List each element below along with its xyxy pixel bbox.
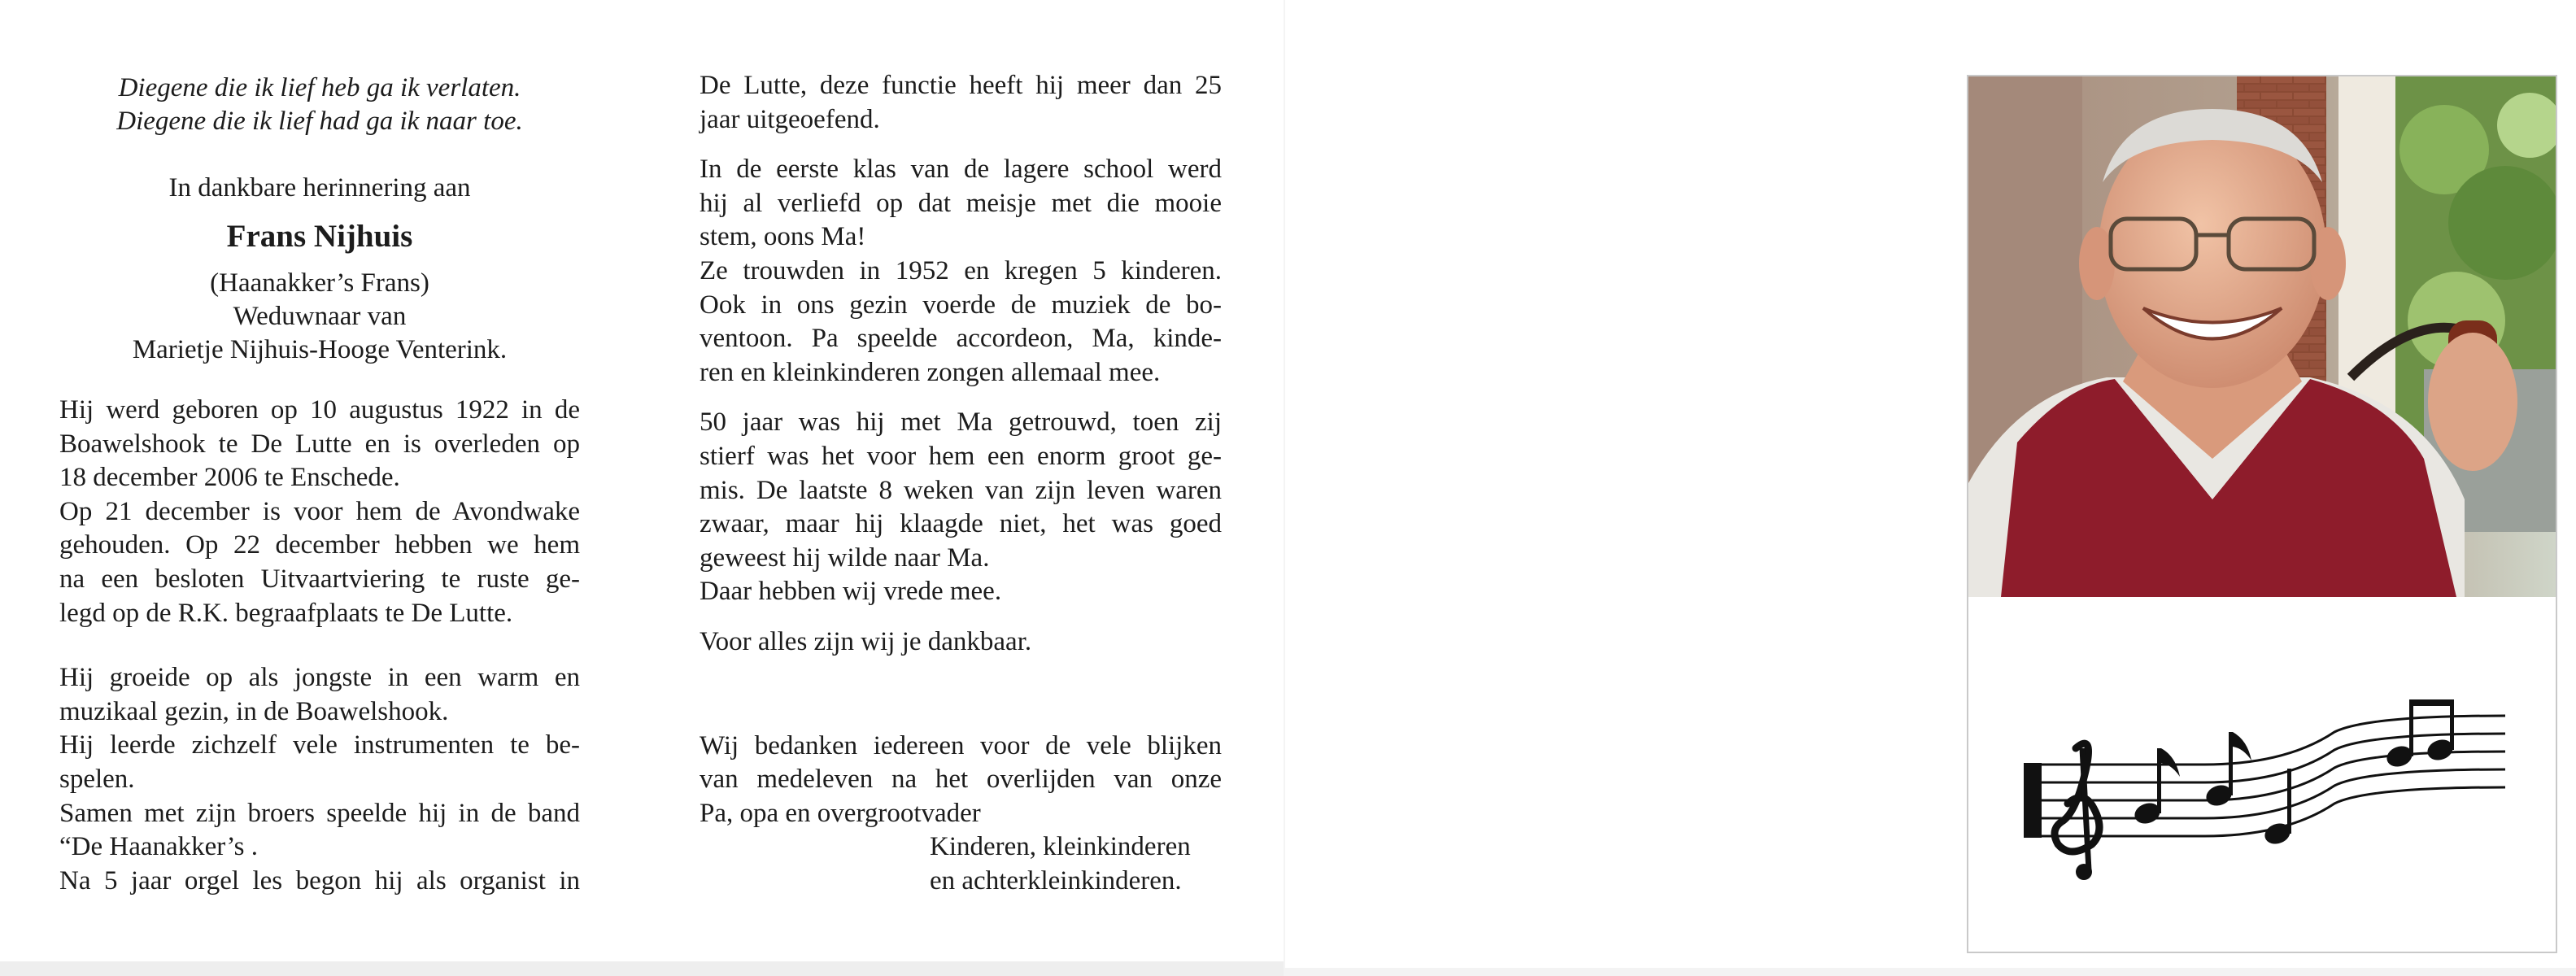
card-edge — [1284, 968, 2576, 976]
text-column-left — [59, 394, 580, 898]
text-line: ventoon. Pa speelde accordeon, Ma, kinde- — [700, 324, 1222, 354]
text-line: Daar hebben wij vrede mee. — [700, 577, 1002, 607]
text-line: Ze trouwden in 1952 en kregen 5 kinderen. — [700, 255, 1222, 285]
text-line: legd op de R.K. begraafplaats te De Lutte. — [59, 598, 513, 628]
text-line: Hij groeide op als jongste in een warm en — [59, 663, 580, 693]
text-line: Pa, opa en overgrootvader — [700, 798, 981, 828]
text-line: geweest hij wilde naar Ma. — [700, 542, 990, 573]
text-line: zwaar, maar hij klaagde niet, het was goed — [700, 509, 1222, 539]
text-line: Hij werd geboren op 10 augustus 1922 in de — [59, 395, 580, 425]
in-memory-label: In dankbare herinnering aan — [168, 173, 471, 203]
text-line: Ook in ons gezin voerde de muziek de bo- — [700, 290, 1222, 320]
text-line: Boawelshook te De Lutte en is overleden op — [59, 429, 580, 459]
spouse-name: Marietje Nijhuis-Hooge Venterink. — [132, 335, 508, 364]
text-line: mis. De laatste 8 weken van zijn leven waren — [700, 475, 1222, 505]
text-line: Voor alles zijn wij je dankbaar. — [700, 626, 1032, 656]
text-line: Na 5 jaar orgel les begon hij als organist in — [59, 865, 580, 895]
nickname: (Haanakker’s Frans) — [210, 268, 429, 298]
text-line: van medeleven na het overlijden van onze — [700, 765, 1222, 795]
motto — [59, 72, 580, 138]
deceased-name: Frans Nijhuis — [226, 219, 413, 254]
text-line: stierf was het voor hem een enorm groot ge- — [700, 441, 1222, 471]
widower-label: Weduwnaar van — [233, 302, 407, 331]
text-line: 50 jaar was hij met Ma getrouwd, toen zij — [700, 407, 1222, 438]
signature-line: Kinderen, kleinkinderen — [930, 832, 1191, 862]
card-edge — [0, 961, 1284, 976]
text-line: In de eerste klas van de lagere school werd — [700, 155, 1222, 185]
motto-line: Diegene die ik lief had ga ik naar toe. — [116, 107, 523, 136]
music-notes-icon — [2017, 699, 2522, 895]
name-details — [59, 267, 580, 367]
signature-line: en achterkleinkinderen. — [930, 865, 1182, 895]
text-line: 18 december 2006 te Enschede. — [59, 463, 400, 493]
text-line: muzikaal gezin, in de Boawelshook. — [59, 696, 449, 726]
text-line: De Lutte, deze functie heeft hij meer dan 25 — [700, 71, 1222, 100]
text-line: ren en kleinkinderen zongen allemaal mee. — [700, 357, 1161, 387]
text-line: gehouden. Op 22 december hebben we hem — [59, 530, 580, 560]
motto-line: Diegene die ik lief heb ga ik verlaten. — [118, 73, 521, 102]
text-line: stem, oons Ma! — [700, 222, 866, 252]
text-line: Op 21 december is voor hem de Avondwake — [59, 496, 580, 526]
text-column-right — [700, 69, 1222, 898]
text-line: Samen met zijn broers speelde hij in de band — [59, 798, 580, 828]
text-line: Wij bedanken iedereen voor de vele blijken — [700, 730, 1222, 760]
text-line: spelen. — [59, 764, 135, 794]
text-line: na een besloten Uitvaartviering te ruste ge- — [59, 564, 580, 594]
card-fold — [1284, 0, 1285, 976]
text-line: Hij leerde zichzelf vele instrumenten te be- — [59, 730, 580, 760]
text-line: jaar uitgeoefend. — [700, 104, 880, 134]
portrait-photo — [1968, 76, 2556, 597]
text-line: “De Haanakker’s . — [59, 832, 259, 862]
text-line: hij al verliefd op dat meisje met die mooie — [700, 188, 1222, 218]
